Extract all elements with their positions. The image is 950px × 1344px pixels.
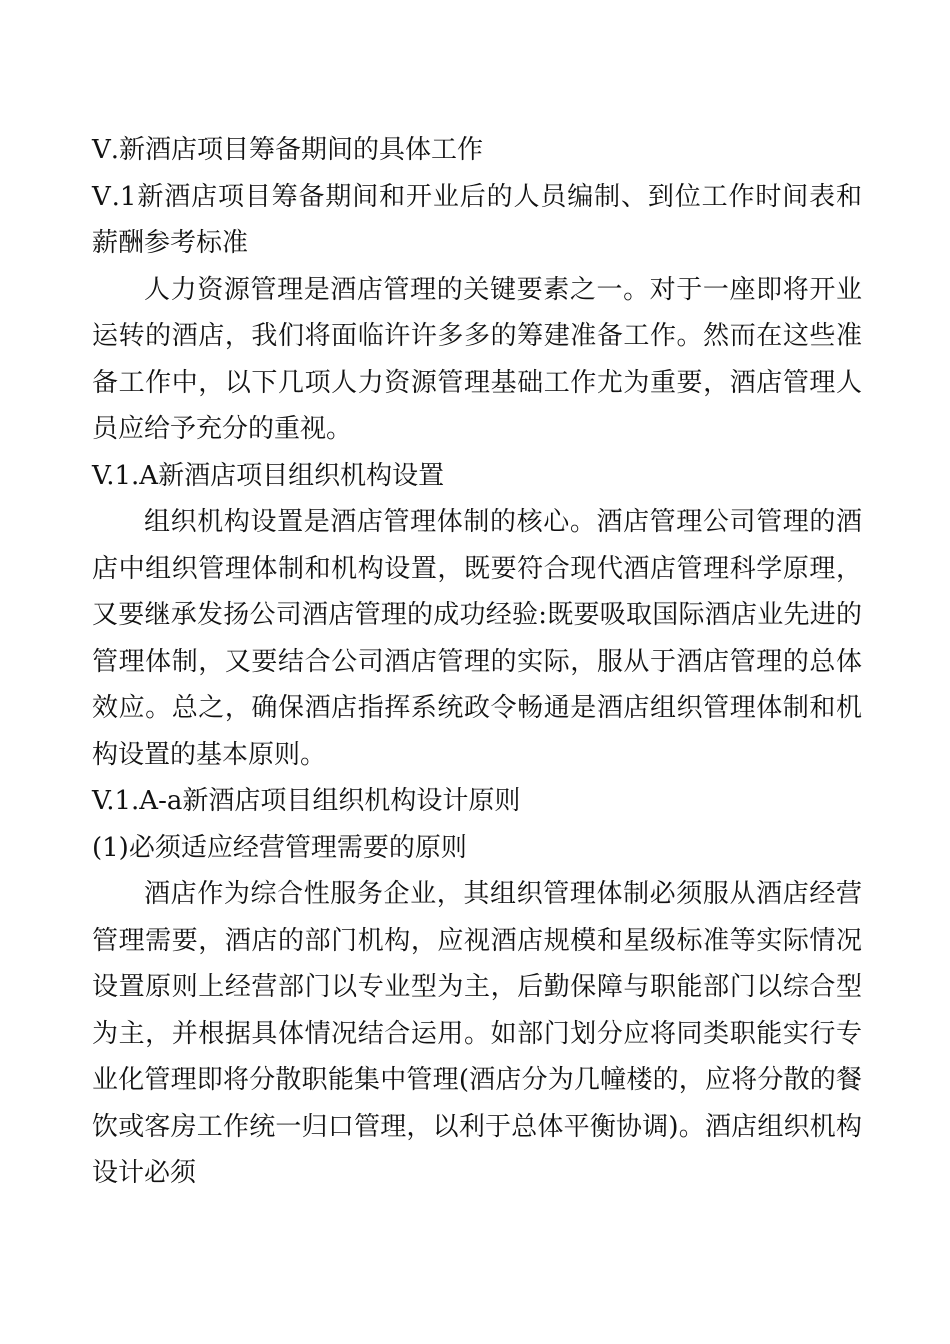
section-heading-v1a-a: V.1.A-a新酒店项目组织机构设计原则 — [92, 786, 521, 816]
principle-heading-1: (1)必须适应经营管理需要的原则 — [92, 832, 467, 863]
document-body — [92, 127, 862, 1197]
section-heading-v: Ⅴ.新酒店项目筹备期间的具体工作 — [92, 135, 484, 165]
section-heading-v1: Ⅴ.1新酒店项目筹备期间和开业后的人员编制、到位工作时间表和薪酬参考标准 — [92, 181, 862, 258]
paragraph-org-structure: 组织机构设置是酒店管理体制的核心。酒店管理公司管理的酒店中组织管理体制和机构设置，既要符合现代酒店管理科学原理，又要继承发扬公司酒店管理的成功经验:既要吸取国际酒店业先进的管理体制，又要结合公司酒店管理的实际，服从于酒店管理的总体效应。总之，确保酒店指挥系统政令畅通是酒店组织管理体制和机构设置的基本原则。 — [92, 507, 862, 770]
paragraph-principle-1: 酒店作为综合性服务企业，其组织管理体制必须服从酒店经营管理需要，酒店的部门机构，应视酒店规模和星级标准等实际情况设置原则上经营部门以专业型为主，后勤保障与职能部门以综合型为主，并根据具体情况结合运用。如部门划分应将同类职能实行专业化管理即将分散职能集中管理(酒店分为几幢楼的，应将分散的餐饮或客房工作统一归口管理，以利于总体平衡协调)。酒店组织机构设计必须 — [92, 879, 862, 1188]
paragraph-hr-management: 人力资源管理是酒店管理的关键要素之一。对于一座即将开业运转的酒店，我们将面临许许多多的筹建准备工作。然而在这些准备工作中，以下几项人力资源管理基础工作尤为重要，酒店管理人员应给予充分的重视。 — [92, 274, 862, 444]
section-heading-v1a: V.1.A新酒店项目组织机构设置 — [92, 460, 445, 491]
